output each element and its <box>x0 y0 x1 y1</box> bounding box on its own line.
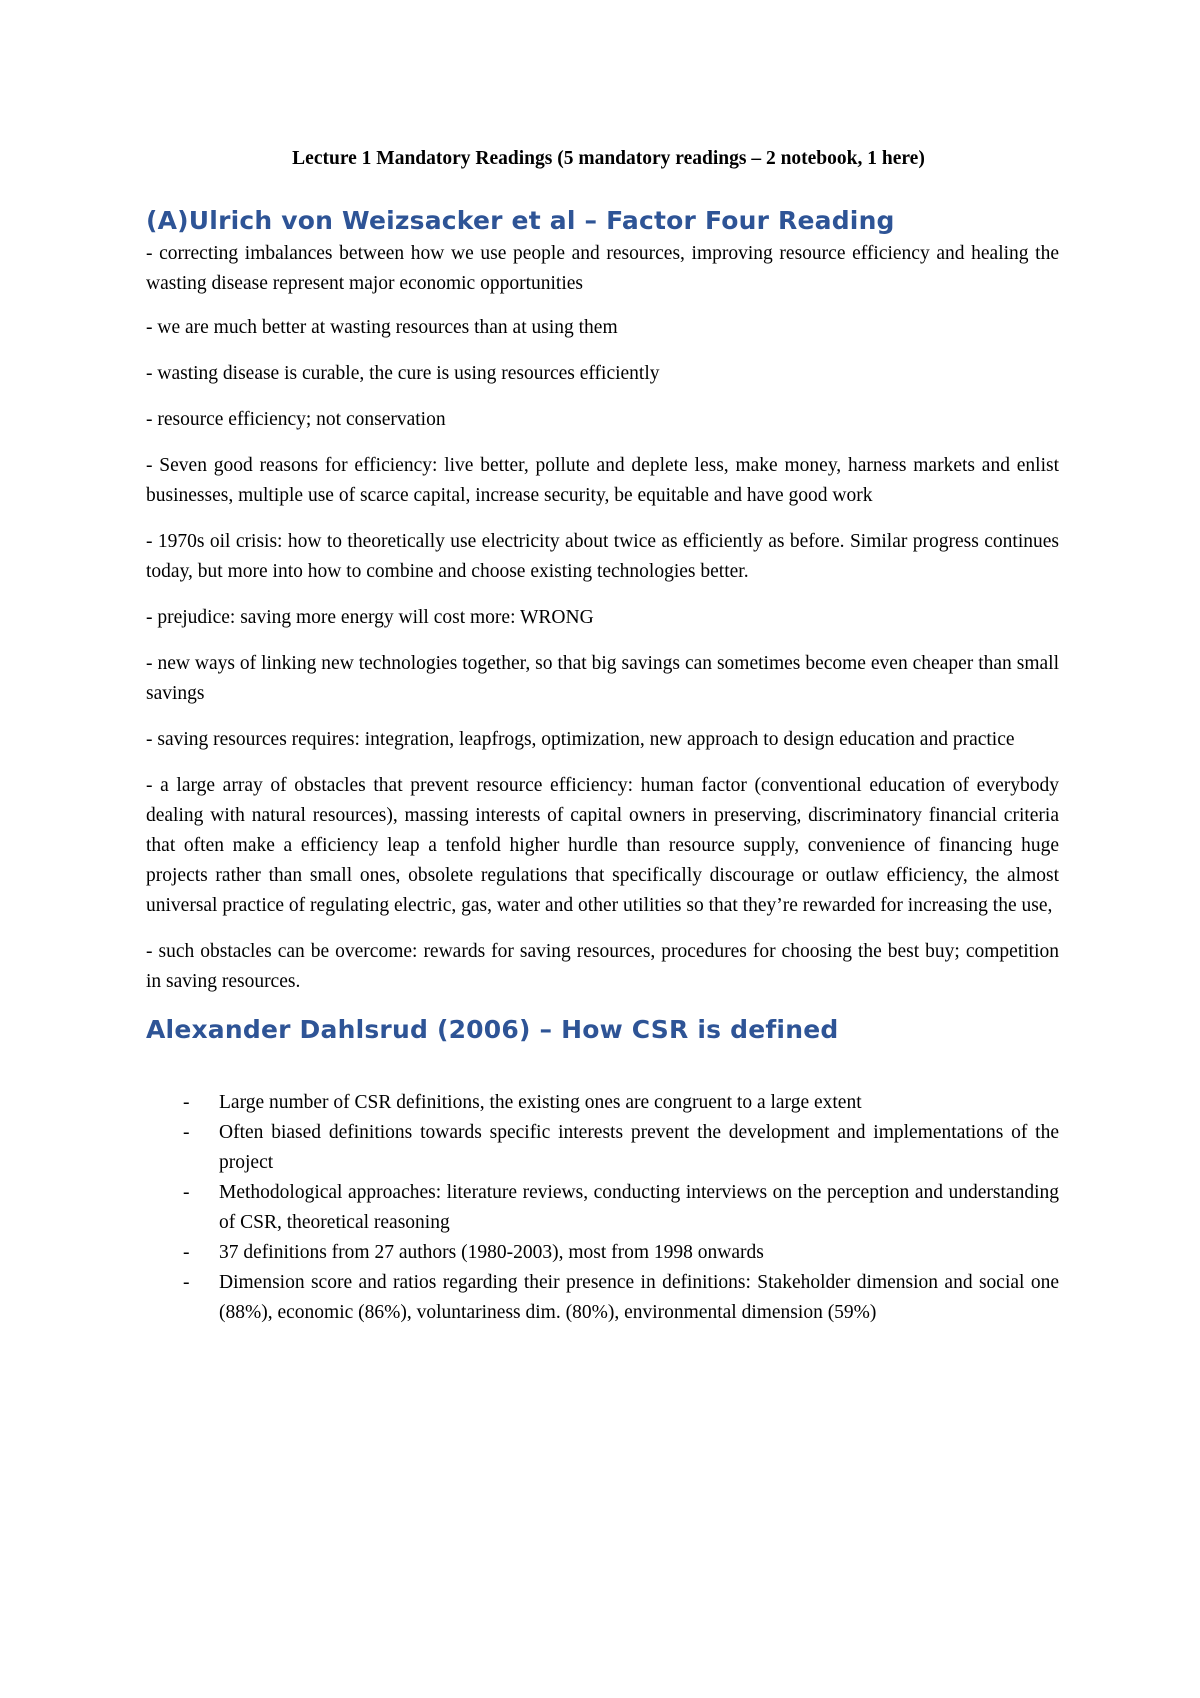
dash-bullet: - <box>183 1242 190 1263</box>
list-item-text: Often biased definitions towards specific interests prevent the development and implementations of the project <box>219 1122 1059 1173</box>
paragraph: - saving resources requires: integration, leapfrogs, optimization, new approach to design education and practice <box>146 729 1015 750</box>
section-heading-csr: Alexander Dahlsrud (2006) – How CSR is defined <box>146 1015 839 1044</box>
paragraph: - new ways of linking new technologies together, so that big savings can sometimes become even cheaper than small savings <box>146 653 1059 704</box>
list-item <box>183 1088 1059 1118</box>
list-item-text: Dimension score and ratios regarding their presence in definitions: Stakeholder dimension and social one (88%), economic (86%), voluntariness dim. (80%), environmental dimension (59%) <box>219 1272 1059 1323</box>
list-item-text: Methodological approaches: literature reviews, conducting interviews on the perception and understanding of CSR, theoretical reasoning <box>219 1182 1059 1233</box>
dash-bullet: - <box>183 1092 190 1113</box>
paragraph: - resource efficiency; not conservation <box>146 409 446 430</box>
paragraph: - we are much better at wasting resources than at using them <box>146 317 618 338</box>
paragraph: - Seven good reasons for efficiency: live better, pollute and deplete less, make money, harness markets and enlist businesses, multiple use of scarce capital, increase security, be equitable and have good work <box>146 455 1059 506</box>
list-item <box>183 1238 1059 1268</box>
paragraph: - 1970s oil crisis: how to theoretically use electricity about twice as efficiently as before. Similar progress continues today, but more into how to combine and choose existing technologies better. <box>146 531 1059 582</box>
csr-bullet-list <box>146 1088 1059 1328</box>
section-body-factor-four <box>146 239 1059 997</box>
list-item <box>183 1118 1059 1178</box>
paragraph: - a large array of obstacles that prevent resource efficiency: human factor (conventional education of everybody dealing with natural resources), massing interests of capital owners in preserving, discriminatory financial criteria that often make a efficiency leap a tenfold higher hurdle than resource supply, convenience of financing huge projects rather than small ones, obsolete regulations that specifically discourage or outlaw efficiency, the almost universal practice of regulating electric, gas, water and other utilities so that they’re rewarded for increasing the use, <box>146 775 1059 916</box>
paragraph: - correcting imbalances between how we use people and resources, improving resource efficiency and healing the wasting disease represent major economic opportunities <box>146 243 1059 294</box>
document-title: Lecture 1 Mandatory Readings (5 mandatory readings – 2 notebook, 1 here) <box>292 148 925 169</box>
section-heading-factor-four: (A)Ulrich von Weizsacker et al – Factor Four Reading <box>146 206 895 235</box>
paragraph: - such obstacles can be overcome: rewards for saving resources, procedures for choosing the best buy; competition in saving resources. <box>146 941 1059 992</box>
paragraph: - wasting disease is curable, the cure is using resources efficiently <box>146 363 660 384</box>
paragraph: - prejudice: saving more energy will cost more: WRONG <box>146 607 594 628</box>
list-item <box>183 1268 1059 1328</box>
list-item-text: Large number of CSR definitions, the existing ones are congruent to a large extent <box>219 1092 862 1113</box>
list-item-text: 37 definitions from 27 authors (1980-2003), most from 1998 onwards <box>219 1242 764 1263</box>
dash-bullet: - <box>183 1272 190 1293</box>
list-item <box>183 1178 1059 1238</box>
dash-bullet: - <box>183 1122 190 1143</box>
dash-bullet: - <box>183 1182 190 1203</box>
